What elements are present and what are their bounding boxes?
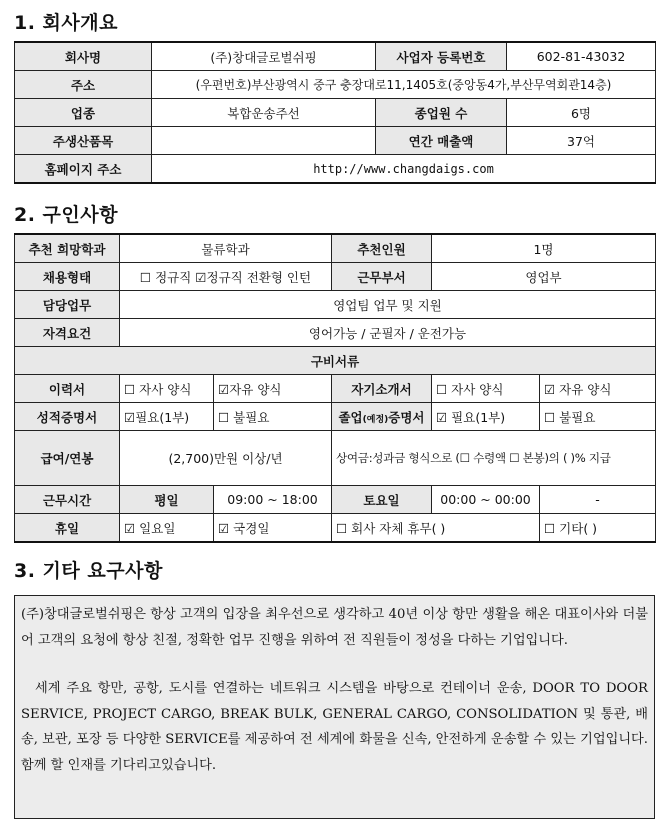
- cover-letter-option-free-form[interactable]: ☑ 자유 양식: [540, 375, 656, 403]
- holiday-option-other[interactable]: ☐ 기타( ): [540, 514, 656, 543]
- headcount-label: 추천인원: [332, 234, 432, 263]
- major-label: 추천 희망학과: [15, 234, 120, 263]
- holiday-label: 휴일: [15, 514, 120, 543]
- holiday-option-national[interactable]: ☑ 국경일: [214, 514, 332, 543]
- bizno-value: 602-81-43032: [507, 42, 656, 71]
- graduation-option-not-required[interactable]: ☐ 불필요: [540, 403, 656, 431]
- documents-header: 구비서류: [15, 347, 656, 375]
- company-name-value: (주)창대글로벌쉬핑: [152, 42, 376, 71]
- weekday-hours-value: 09:00 ~ 18:00: [214, 486, 332, 514]
- duty-value: 영업팀 업무 및 지원: [120, 291, 656, 319]
- company-overview-table: [14, 41, 656, 184]
- graduation-option-required[interactable]: ☑ 필요(1부): [432, 403, 540, 431]
- cover-letter-label: 자기소개서: [332, 375, 432, 403]
- industry-value: 복합운송주선: [152, 99, 376, 127]
- work-hours-label: 근무시간: [15, 486, 120, 514]
- resume-option-free-form[interactable]: ☑자유 양식: [214, 375, 332, 403]
- duty-label: 담당업무: [15, 291, 120, 319]
- products-value: [152, 127, 376, 155]
- revenue-label: 연간 매출액: [376, 127, 507, 155]
- salary-label: 급여/연봉: [15, 431, 120, 486]
- graduation-certificate-label: [332, 403, 432, 431]
- qualification-label: 자격요건: [15, 319, 120, 347]
- industry-label: 업종: [15, 99, 152, 127]
- salary-value: (2,700)만원 이상/년: [120, 431, 332, 486]
- department-value: 영업부: [432, 263, 656, 291]
- bonus-value: 상여금:성과금 형식으로 (☐ 수령액 ☐ 본봉)의 ( )% 지급: [332, 431, 656, 486]
- homepage-value: http://www.changdaigs.com: [152, 155, 656, 184]
- other-requirements-box: [14, 595, 655, 819]
- other-requirements-paragraph-1: (주)창대글로벌쉬핑은 항상 고객의 입장을 최우선으로 생각하고 40년 이상 항만 생활을 해온 대표이사와 더불어 고객의 요청에 항상 친절, 정확한 업무 진행을 위하여 전 직원들이 정성을 다하는 기업입니다.: [21, 607, 648, 648]
- section-title-company: 1. 회사개요: [14, 12, 118, 34]
- job-requirements-table: [14, 233, 656, 543]
- employees-value: 6명: [507, 99, 656, 127]
- saturday-label: 토요일: [332, 486, 432, 514]
- saturday-extra-value: -: [540, 486, 656, 514]
- holiday-option-company[interactable]: ☐ 회사 자체 휴무( ): [332, 514, 540, 543]
- company-name-label: 회사명: [15, 42, 152, 71]
- employment-type-label: 채용형태: [15, 263, 120, 291]
- employment-type-value: ☐ 정규직 ☑정규직 전환형 인턴: [120, 263, 332, 291]
- address-label: 주소: [15, 71, 152, 99]
- graduation-label-c: 증명서: [388, 409, 425, 425]
- employees-label: 종업원 수: [376, 99, 507, 127]
- revenue-value: 37억: [507, 127, 656, 155]
- resume-label: 이력서: [15, 375, 120, 403]
- bizno-label: 사업자 등록번호: [376, 42, 507, 71]
- graduation-label-a: 졸업: [338, 409, 363, 425]
- transcript-option-not-required[interactable]: ☐ 불필요: [214, 403, 332, 431]
- transcript-label: 성적증명서: [15, 403, 120, 431]
- department-label: 근무부서: [332, 263, 432, 291]
- holiday-option-sunday[interactable]: ☑ 일요일: [120, 514, 214, 543]
- transcript-option-required[interactable]: ☑필요(1부): [120, 403, 214, 431]
- saturday-hours-value: 00:00 ~ 00:00: [432, 486, 540, 514]
- section-title-other: 3. 기타 요구사항: [14, 560, 163, 582]
- resume-option-company-form[interactable]: ☐ 자사 양식: [120, 375, 214, 403]
- headcount-value: 1명: [432, 234, 656, 263]
- address-value: (우편번호)부산광역시 중구 충장대로11,1405호(중앙동4가,부산무역회관14층): [152, 71, 656, 99]
- weekday-label: 평일: [120, 486, 214, 514]
- major-value: 물류학과: [120, 234, 332, 263]
- other-requirements-paragraph-2: 세계 주요 항만, 공항, 도시를 연결하는 네트워크 시스템을 바탕으로 컨테이너 운송, DOOR TO DOOR SERVICE, PROJECT CARGO, BREAK BULK, GENERAL CARGO, CONSOLIDATION 및 통관, 배송, 보관, 포장 등 다양한 SERVICE를 제공하여 전 세계에 화물을 신속, 안전하게 운송할 수 있는 기업입니다. 함께 할 인재를 기다리고있습니다.: [21, 681, 648, 773]
- homepage-label: 홈페이지 주소: [15, 155, 152, 184]
- section-title-jobs: 2. 구인사항: [14, 204, 118, 226]
- graduation-label-b: (예정): [362, 414, 389, 425]
- qualification-value: 영어가능 / 군필자 / 운전가능: [120, 319, 656, 347]
- cover-letter-option-company-form[interactable]: ☐ 자사 양식: [432, 375, 540, 403]
- products-label: 주생산품목: [15, 127, 152, 155]
